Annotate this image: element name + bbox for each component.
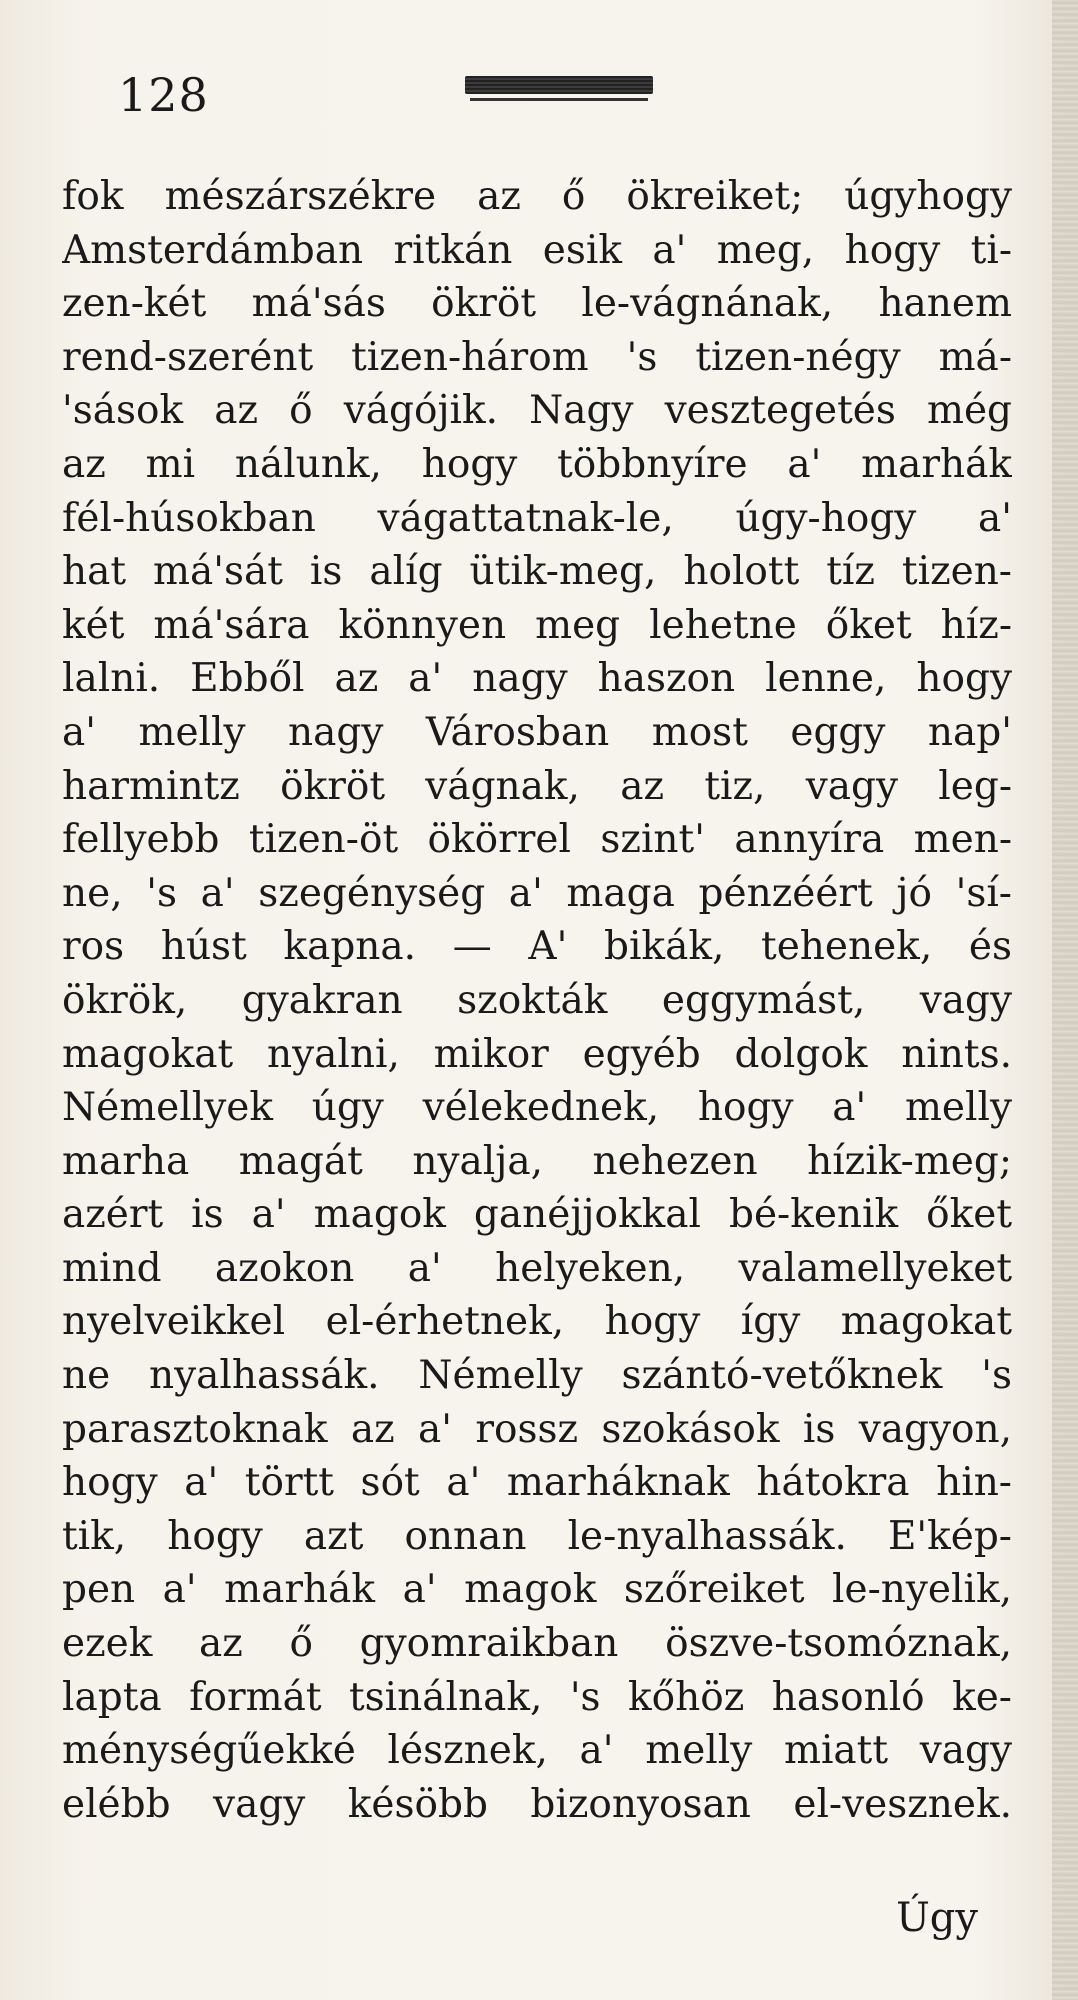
- text-line: az mi nálunk, hogy többnyíre a' marhák: [62, 441, 1012, 487]
- text-line: fok mészárszékre az ő ökreiket; úgyhogy: [62, 174, 1012, 219]
- text-line: 'sások az ő vágójik. Nagy vesztegetés még: [62, 388, 1012, 434]
- text-line: pen a' marhák a' magok szőreiket le-nyelik,: [62, 1567, 1012, 1613]
- catchword: Úgy: [896, 1895, 978, 1941]
- page-number: 128: [118, 68, 209, 122]
- text-line: harmintz ökröt vágnak, az tiz, vagy leg-: [62, 763, 1012, 809]
- text-line: a' melly nagy Városban most eggy nap': [62, 709, 1012, 755]
- text-line: fél-húsokban vágattatnak-le, úgy-hogy a': [62, 495, 1012, 541]
- text-line: elébb vagy késöbb bizonyosan el-vesznek.: [62, 1781, 1012, 1827]
- text-line: ökrök, gyakran szokták eggymást, vagy: [62, 977, 1012, 1023]
- text-line: azért is a' magok ganéjjokkal bé-kenik őket: [62, 1192, 1012, 1238]
- text-line: parasztoknak az a' rossz szokások is vagyon,: [62, 1406, 1012, 1452]
- header-ornament-rule: [465, 76, 653, 94]
- text-line: lapta formát tsinálnak, 's kőhöz hasonló ke-: [62, 1674, 1012, 1720]
- text-line: marha magát nyalja, nehezen hízik-meg;: [62, 1138, 1012, 1184]
- text-line: lalni. Ebből az a' nagy haszon lenne, hogy: [62, 656, 1012, 702]
- text-line: ros húst kapna. — A' bikák, tehenek, és: [62, 924, 1012, 970]
- text-line: nyelveikkel el-érhetnek, hogy így magokat: [62, 1299, 1012, 1345]
- page-edge-shadow: [1052, 0, 1078, 2000]
- text-line: zen-két má'sás ökröt le-vágnának, hanem: [62, 281, 1012, 327]
- text-line: tik, hogy azt onnan le-nyalhassák. E'kép-: [62, 1513, 1012, 1559]
- text-line: ne, 's a' szegénység a' maga pénzéért jó 'sí-: [62, 870, 1012, 916]
- text-line: két má'sára könnyen meg lehetne őket híz-: [62, 602, 1012, 648]
- text-line: ménységűekké lésznek, a' melly miatt vagy: [62, 1728, 1012, 1774]
- text-line: hogy a' törtt sót a' marháknak hátokra hin-: [62, 1460, 1012, 1506]
- body-text: [62, 170, 1012, 1831]
- text-line: ezek az ő gyomraikban öszve-tsomóznak,: [62, 1621, 1012, 1667]
- catchword-row: [0, 1890, 1078, 1946]
- text-line: hat má'sát is alíg ütik-meg, holott tíz tizen-: [62, 549, 1012, 595]
- text-line: magokat nyalni, mikor egyéb dolgok nints.: [62, 1031, 1012, 1077]
- header-ornament-underline: [470, 98, 648, 101]
- page-header: [0, 70, 1078, 120]
- text-line: ne nyalhassák. Némelly szántó-vetőknek 's: [62, 1353, 1012, 1399]
- text-line: Némellyek úgy vélekednek, hogy a' melly: [62, 1085, 1012, 1131]
- text-line: fellyebb tizen-öt ökörrel szint' annyíra men-: [62, 817, 1012, 863]
- text-line: mind azokon a' helyeken, valamellyeket: [62, 1245, 1012, 1291]
- text-line: rend-szerént tizen-három 's tizen-négy má-: [62, 334, 1012, 380]
- text-line: Amsterdámban ritkán esik a' meg, hogy ti-: [62, 227, 1012, 273]
